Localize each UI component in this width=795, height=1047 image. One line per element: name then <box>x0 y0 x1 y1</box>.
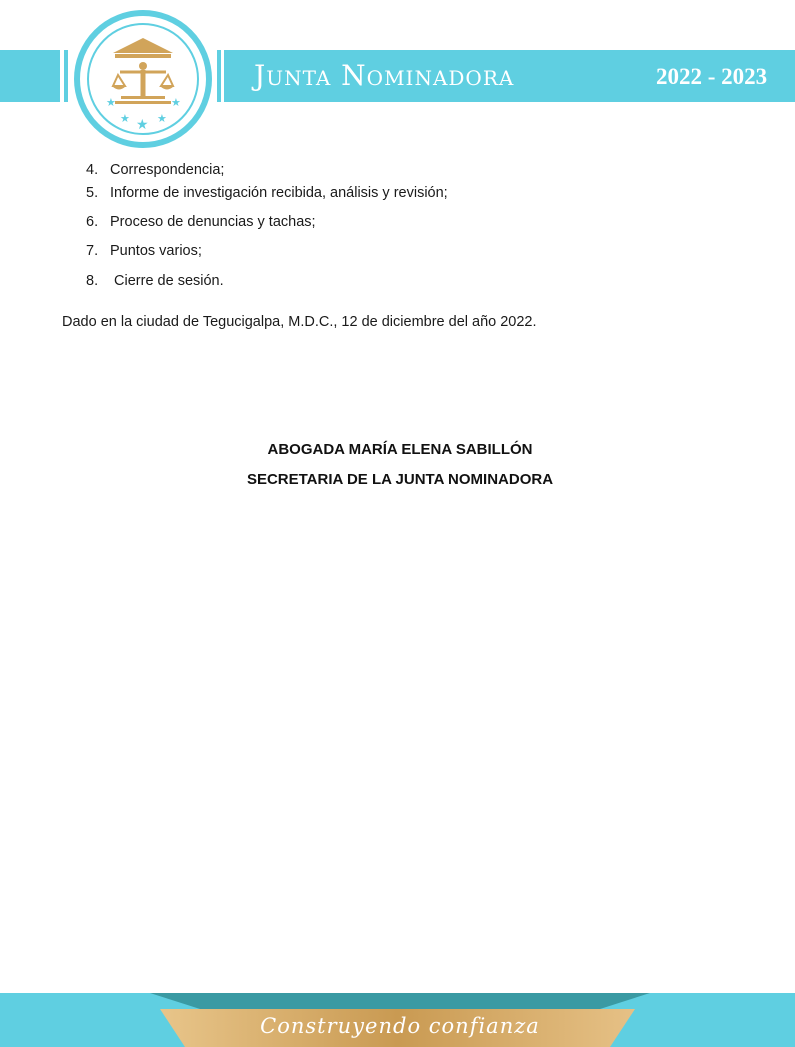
svg-text:★: ★ <box>106 96 116 109</box>
header-years: 2022 - 2023 <box>656 64 768 89</box>
signatory-title: SECRETARIA DE LA JUNTA NOMINADORA <box>246 471 554 488</box>
svg-text:★: ★ <box>136 117 149 133</box>
list-item-number: 6. <box>86 214 99 230</box>
list-item-number: 7. <box>86 243 99 259</box>
list-item-text: Cierre de sesión. <box>110 273 224 289</box>
list-item-text: Informe de investigación recibida, análisis y revisión; <box>110 185 448 201</box>
list-item <box>86 183 448 203</box>
list-item-number: 8. <box>86 273 99 289</box>
signatory-name: ABOGADA MARÍA ELENA SABILLÓN <box>267 441 533 458</box>
list-item-number: 5. <box>86 185 99 201</box>
footer-slogan: Construyendo confianza <box>260 1014 540 1038</box>
svg-text:★: ★ <box>120 112 130 125</box>
header-title: Junta Nominadora <box>254 59 515 92</box>
list-item-number: 4. <box>86 162 99 178</box>
list-item <box>86 241 202 261</box>
header-band-left <box>0 50 60 102</box>
list-item <box>86 160 224 180</box>
scales-of-justice-logo-icon <box>73 9 213 149</box>
svg-text:★: ★ <box>157 112 167 125</box>
list-item <box>86 212 316 232</box>
header-band-stripe <box>217 50 221 102</box>
svg-text:★: ★ <box>171 96 181 109</box>
list-item-text: Puntos varios; <box>110 243 202 259</box>
list-item-text: Correspondencia; <box>110 162 225 178</box>
header-band-left-stripe <box>64 50 68 102</box>
dated-paragraph: Dado en la ciudad de Tegucigalpa, M.D.C., 12 de diciembre del año 2022. <box>62 314 537 330</box>
list-item-text: Proceso de denuncias y tachas; <box>110 214 316 230</box>
list-item <box>86 271 224 291</box>
